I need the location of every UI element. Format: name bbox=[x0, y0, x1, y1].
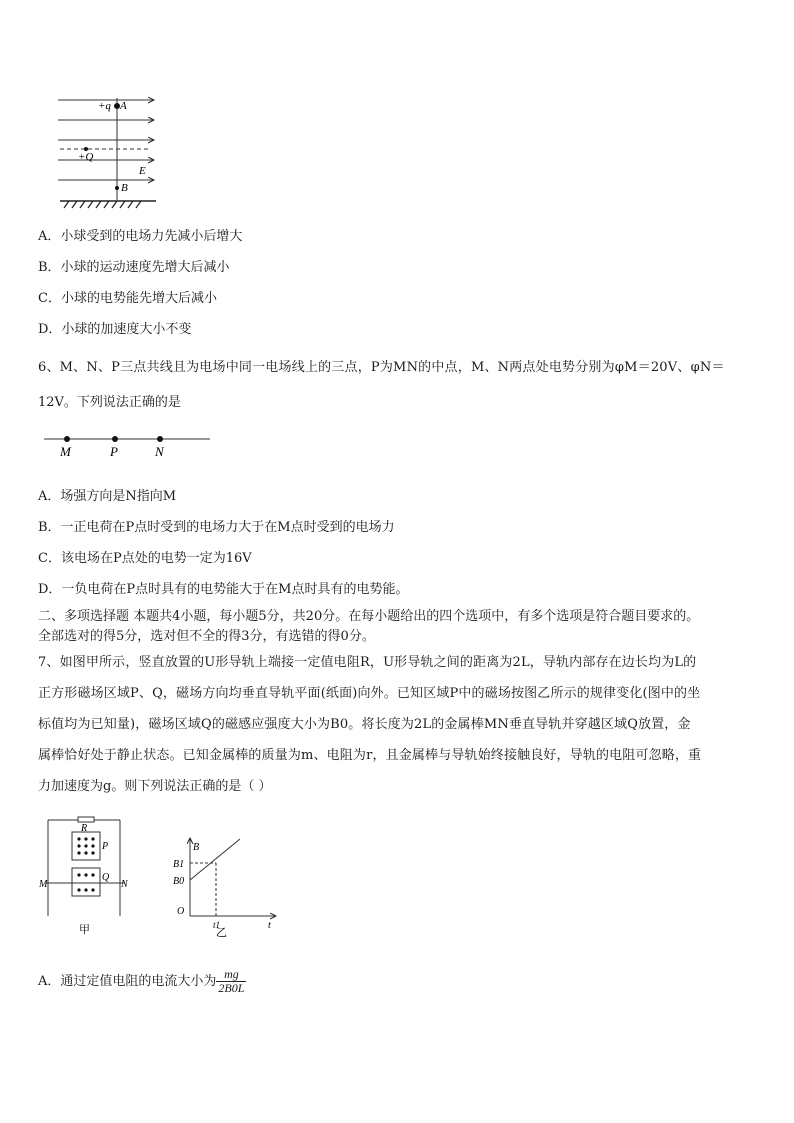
current-fraction bbox=[216, 968, 246, 995]
t1-tick-label: t1 bbox=[213, 920, 221, 930]
point-m-label: M bbox=[60, 444, 71, 459]
q7-line2: 正方形磁场区域P、Q，磁场方向均垂直导轨平面(纸面)向外。已知区域P中的磁场按图乙所示的规律变化(图中的坐 bbox=[38, 686, 701, 701]
point-p-label: P bbox=[110, 444, 118, 459]
point-b-label: B bbox=[121, 182, 128, 194]
axis-b-label: B bbox=[193, 842, 200, 853]
b1-tick-label: B1 bbox=[173, 859, 185, 870]
fraction-numerator: mg bbox=[216, 968, 246, 982]
rod-n-label: N bbox=[121, 879, 128, 890]
q5-option-b: B．小球的运动速度先增大后减小 bbox=[38, 260, 230, 275]
q5-field-figure bbox=[50, 92, 168, 214]
point-n-label: N bbox=[155, 444, 164, 459]
charge-a-label: +q bbox=[98, 100, 111, 112]
q6-line-figure bbox=[42, 430, 214, 462]
q6-stem-line2: 12V。下列说法正确的是 bbox=[38, 395, 181, 410]
q6-option-d: D．一负电荷在P点时具有的电势能大于在M点时具有的电势能。 bbox=[38, 582, 409, 597]
charge-q-label: +Q bbox=[78, 151, 94, 163]
q7-figure-jia bbox=[38, 812, 138, 940]
q7-line1: 7、如图甲所示，竖直放置的U形导轨上端接一定值电阻R，U形导轨之间的距离为2L，导轨内部存在边长均为L的 bbox=[38, 655, 697, 670]
q6-option-b: B．一正电荷在P点时受到的电场力大于在M点时受到的电场力 bbox=[38, 520, 395, 535]
q6-stem-line1: 6、M、N、P三点共线且为电场中同一电场线上的三点，P为MN的中点，M、N两点处电势分别为φM＝20V、φN＝ bbox=[38, 360, 725, 375]
q5-option-c: C．小球的电势能先增大后减小 bbox=[38, 291, 217, 306]
field-e-label: E bbox=[139, 165, 146, 177]
q6-option-c: C．该电场在P点处的电势一定为16V bbox=[38, 551, 252, 566]
q7-option-a bbox=[38, 966, 246, 998]
q7-line3: 标值均为已知量)，磁场区域Q的磁感应强度大小为B0。将长度为2L的金属棒MN垂直导轨并穿越区域Q放置，金 bbox=[38, 717, 691, 732]
figure-jia-caption: 甲 bbox=[79, 924, 90, 936]
q5-option-a: A．小球受到的电场力先减小后增大 bbox=[38, 229, 243, 244]
point-a-label: A bbox=[120, 100, 127, 112]
section2-line2: 全部选对的得5分，选对但不全的得3分，有选错的得0分。 bbox=[38, 629, 375, 644]
axis-t-label: t bbox=[268, 920, 271, 931]
rod-m-label: M bbox=[39, 879, 48, 890]
figure-yi-caption: 乙 bbox=[216, 927, 227, 939]
resistor-r-label: R bbox=[81, 823, 88, 834]
q6-option-a: A．场强方向是N指向M bbox=[38, 489, 177, 504]
region-p-label: P bbox=[102, 841, 109, 852]
section2-line1: 二、多项选择题 本题共4小题，每小题5分，共20分。在每小题给出的四个选项中，有多个选项是符合题目要求的。 bbox=[38, 609, 700, 624]
b0-tick-label: B0 bbox=[173, 876, 185, 887]
fraction-denominator: 2B0L bbox=[218, 981, 245, 995]
q7-line5: 力加速度为g。则下列说法正确的是（ ） bbox=[38, 779, 272, 794]
q7-figure-yi bbox=[168, 832, 284, 942]
q5-option-d: D．小球的加速度大小不变 bbox=[38, 322, 192, 337]
region-q-label: Q bbox=[102, 872, 110, 883]
origin-label: O bbox=[177, 906, 185, 917]
q7-option-a-text: A．通过定值电阻的电流大小为 bbox=[38, 974, 217, 989]
q7-line4: 属棒恰好处于静止状态。已知金属棒的质量为m、电阻为r，且金属棒与导轨始终接触良好，导轨的电阻可忽略，重 bbox=[38, 748, 702, 763]
